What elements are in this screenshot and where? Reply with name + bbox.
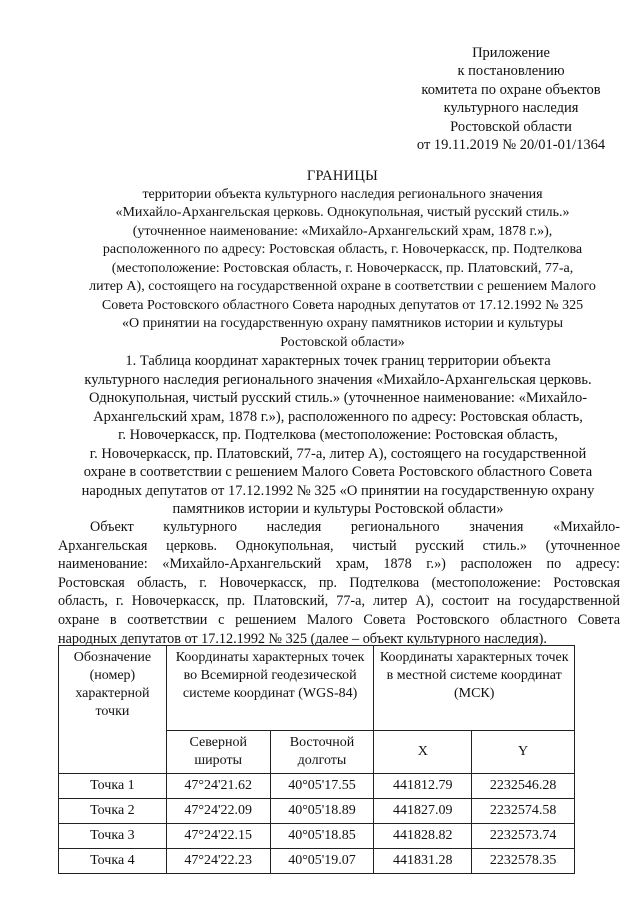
heading-line: «Михайло-Архангельская церковь. Однокупольная, чистый русский стиль.»	[115, 205, 570, 220]
coordinates-table	[58, 645, 575, 874]
cell-y: 2232574.58	[472, 799, 575, 824]
section-1-line: Однокупольная, чистый русский стиль.» (уточненное наименование: «Михайло-	[88, 390, 588, 406]
section-1-line: охране в соответствии с решением Малого Совета Ростовского областного Совета	[83, 464, 593, 480]
cell-x: 441827.09	[374, 799, 472, 824]
section-1-line: г. Новочеркасск, пр. Подтелкова (местоположение: Ростовская область,	[118, 427, 558, 443]
table-row	[59, 774, 575, 799]
section-1-line: народных депутатов от 17.12.1992 № 325 «О принятии на государственную охрану	[81, 482, 595, 499]
body-line: наименование: «Михайло-Архангельский храм, 1878 г.») расположен по адресу:	[58, 556, 620, 573]
cell-point: Точка 2	[59, 799, 167, 824]
cell-y: 2232578.35	[472, 849, 575, 874]
subheader-y: Y	[472, 731, 575, 774]
heading-line: расположенного по адресу: Ростовская область, г. Новочеркасск, пр. Подтелкова	[102, 242, 583, 257]
body-line: Объект культурного наследия регионального значения «Михайло-	[90, 519, 620, 535]
section-1-line: Архангельский храм, 1878 г.»), расположенного по адресу: Ростовская область,	[93, 408, 583, 425]
appendix-line: комитета по охране объектов	[421, 81, 601, 98]
heading-block	[70, 167, 615, 352]
section-1-line: г. Новочеркасск, пр. Платовский, 77-а, литер А), состоящего на государственной	[89, 445, 587, 462]
body-paragraph	[58, 518, 620, 648]
cell-y: 2232573.74	[472, 824, 575, 849]
section-1-line: культурного наследия регионального значения «Михайло-Архангельская церковь.	[84, 371, 592, 388]
appendix-line: к постановлению	[457, 63, 565, 80]
heading-line: Ростовской области»	[280, 334, 405, 350]
cell-latitude: 47°24'22.09	[166, 799, 270, 824]
appendix-line: культурного наследия	[443, 100, 579, 117]
body-line: Ростовская область, г. Новочеркасск, пр. Подтелкова (местоположение: Ростовская	[58, 574, 620, 591]
body-line: охране в соответствии с решением Малого Совета Ростовского областного Совета	[58, 611, 620, 628]
table-row	[59, 799, 575, 824]
document-title: ГРАНИЦЫ	[306, 168, 379, 184]
heading-line: (уточненное наименование: «Михайло-Архангельский храм, 1878 г.»),	[132, 223, 553, 239]
table-header-row	[59, 646, 575, 731]
table-row	[59, 824, 575, 849]
cell-longitude: 40°05'18.89	[270, 799, 374, 824]
subheader-x: X	[374, 731, 472, 774]
table-row	[59, 849, 575, 874]
heading-line: «О принятии на государственную охрану памятников истории и культуры	[121, 316, 564, 331]
heading-line: литер А), состоящего на государственной охране в соответствии с решением Малого	[89, 279, 596, 294]
cell-latitude: 47°24'22.23	[166, 849, 270, 874]
body-line: народных депутатов от 17.12.1992 № 325 (далее – объект культурного наследия).	[58, 630, 547, 647]
header-wgs84-coordinates: Координаты характерных точек во Всемирной геодезической системе координат (WGS-84)	[166, 646, 374, 731]
body-line: Архангельская церковь. Однокупольная, чистый русский стиль.» (уточненное	[58, 537, 620, 554]
cell-longitude: 40°05'19.07	[270, 849, 374, 874]
section-1-line: памятников истории и культуры Ростовской области»	[172, 501, 504, 517]
cell-y: 2232546.28	[472, 774, 575, 799]
section-1-line: 1. Таблица координат характерных точек границ территории объекта	[125, 353, 551, 369]
cell-point: Точка 1	[59, 774, 167, 799]
appendix-block	[386, 44, 636, 154]
heading-line: (местоположение: Ростовская область, г. Новочеркасск, пр. Платовский, 77-а,	[111, 260, 574, 276]
cell-longitude: 40°05'18.85	[270, 824, 374, 849]
subheader-latitude: Северной широты	[166, 731, 270, 774]
heading-line: территории объекта культурного наследия регионального значения	[142, 186, 543, 202]
body-line: область, г. Новочеркасск, пр. Платовский, 77-а, литер А), состоит на государственной	[58, 593, 620, 610]
header-point-designation: Обозначение (номер) характерной точки	[59, 646, 167, 774]
cell-x: 441831.28	[374, 849, 472, 874]
cell-latitude: 47°24'22.15	[166, 824, 270, 849]
subheader-longitude: Восточной долготы	[270, 731, 374, 774]
cell-latitude: 47°24'21.62	[166, 774, 270, 799]
cell-point: Точка 4	[59, 849, 167, 874]
cell-x: 441812.79	[374, 774, 472, 799]
cell-longitude: 40°05'17.55	[270, 774, 374, 799]
cell-x: 441828.82	[374, 824, 472, 849]
cell-point: Точка 3	[59, 824, 167, 849]
heading-line: Совета Ростовского областного Совета народных депутатов от 17.12.1992 № 325	[101, 297, 584, 313]
header-msk-coordinates: Координаты характерных точек в местной системе координат (МСК)	[374, 646, 575, 731]
section-1-heading	[58, 352, 618, 519]
appendix-line: Ростовской области	[450, 118, 572, 135]
appendix-line: Приложение	[472, 45, 550, 61]
appendix-date-line: от 19.11.2019 № 20/01-01/1364	[416, 137, 606, 154]
